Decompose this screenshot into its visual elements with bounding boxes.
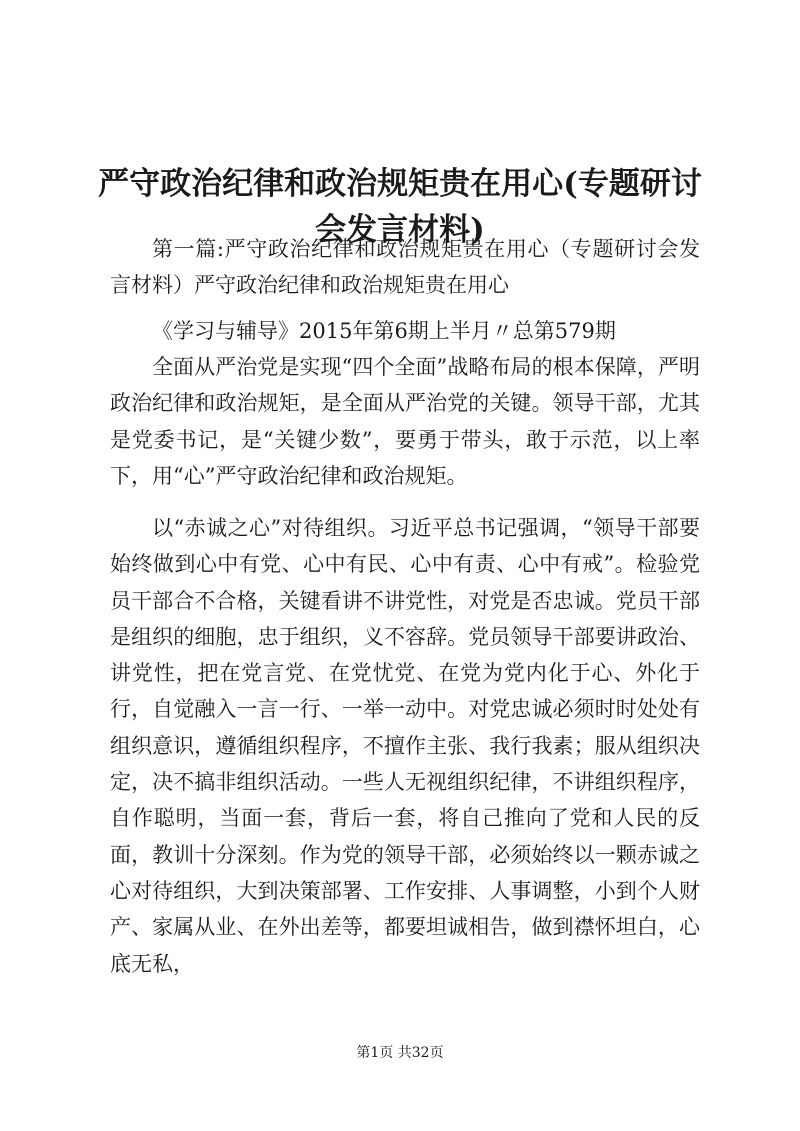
paragraph-body: 以“赤诚之心”对待组织。习近平总书记强调，“领导干部要始终做到心中有党、心中有民、心中有责、心中有戒”。检验党员干部合不合格，关键看讲不讲党性，对党是否忠诚。党员干部是组织的细胞，忠于组织，义不容辞。党员领导干部要讲政治、讲党性，把在党言党、在党忧党、在党为党内化于心、外化于行，自觉融入一言一行、一举一动中。对党忠诚必须时时处处有组织意识，遵循组织程序，不擅作主张、我行我素；服从组织决定，决不搞非组织活动。一些人无视组织纪律，不讲组织程序，自作聪明，当面一套，背后一套，将自己推向了党和人民的反面，教训十分深刻。作为党的领导干部，必须始终以一颗赤诚之心对待组织，大到决策部署、工作安排、人事调整，小到个人财产、家属从业、在外出差等，都要坦诚相告，做到襟怀坦白，心底无私， xyxy=(110,516,700,976)
paragraph-first-heading: 第一篇:严守政治纪律和政治规矩贵在用心（专题研讨会发言材料）严守政治纪律和政治规矩贵在用心 xyxy=(110,237,700,298)
page-footer: 第1页 共32页 xyxy=(356,1045,444,1061)
title-line-1: 严守政治纪律和政治规矩贵在用心(专题研讨 xyxy=(98,165,702,202)
paragraph-source: 《学习与辅导》2015年第6期上半月〃总第579期 xyxy=(152,319,616,343)
paragraph-intro: 全面从严治党是实现“四个全面”战略布局的根本保障，严明政治纪律和政治规矩，是全面从严治党的关键。领导干部，尤其是党委书记，是“关键少数”，要勇于带头，敢于示范，以上率下，用“心”严守政治纪律和政治规矩。 xyxy=(110,355,700,488)
title-line-2: 会发言材料) xyxy=(315,211,485,248)
